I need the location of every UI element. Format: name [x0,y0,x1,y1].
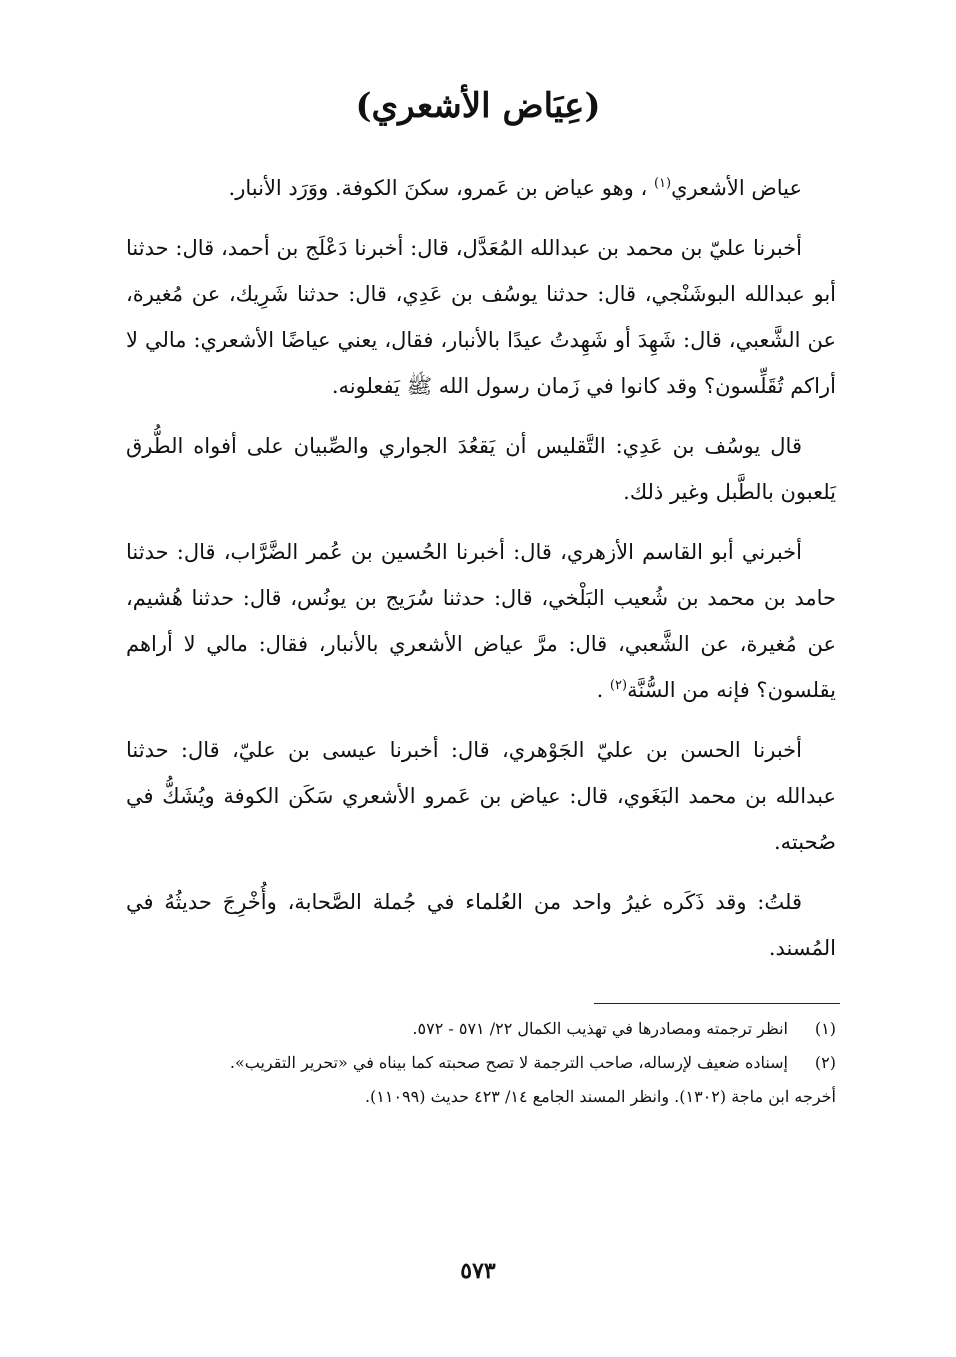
page-number: ٥٧٣ [460,1258,496,1284]
paragraph-text: أخبرنا الحسن بن عليّ الجَوْهري، قال: أخبرنا عيسى بن عليّ، قال: حدثنا عبدالله بن محمد البَغَوي، قال: عياض بن عَمرو الأشعري سَكَن الكوفة ويُشَكُّ في صُحبته. [126,738,836,854]
footnote-continuation: أخرجه ابن ماجة (١٣٠٢). وانظر المسند الجامع ١٤/ ٤٢٣ حديث (١١٠٩٩). [364,1087,836,1106]
footnote-ref: (١) [653,176,672,191]
paragraph-text: أخبرنا عليّ بن محمد بن عبدالله المُعَدَّل، قال: أخبرنا دَعْلَج بن أحمد، قال: حدثنا أبو عبدالله البوشَنْجي، قال: حدثنا يوسُف بن عَدِي، قال: حدثنا شَرِيك، عن مُغيرة، عن الشَّعبي، قال: شَهِدَ أو شَهِدتُ عيدًا بالأنبار، فقال، يعني عياضًا الأشعري: مالي لا أراكم تُقَلِّسون؟ وقد كانوا في زَمان رسول الله ﷺ يَفعلونه. [126,236,836,398]
paragraph-text: عياض الأشعري [671,176,802,200]
footnote-divider [594,1003,840,1004]
page-title: (عِيَاض الأشعري) [355,86,601,126]
paragraph-text: أخبرني أبو القاسم الأزهري، قال: أخبرنا الحُسين بن عُمر الضَّرَّاب، قال: حدثنا حامد بن محمد بن شُعيب البَلْخي، قال: حدثنا سُرَيج بن يونُس، قال: حدثنا هُشيم، عن مُغيرة، عن الشَّعبي، قال: مرَّ عياض الأشعري بالأنبار، فقال: مالي لا أراهم يقلسون؟ فإنه من السُّنَّة [126,540,836,702]
paragraph [126,225,836,409]
paragraph [126,423,836,515]
paragraph [126,165,836,211]
paragraph-text: قال يوسُف بن عَدِي: التَّقليس أن يَقعُدَ الجواري والصِّبيان على أفواه الطُّرق يَلعبون بالطَّبل وغير ذلك. [126,434,836,504]
footnote [126,1046,836,1080]
paragraph [126,879,836,971]
main-text [126,165,836,985]
footnote-text: إسناده ضعيف لإرساله، صاحب الترجمة لا تصح صحبته كما بيناه في «تحرير التقريب». [229,1053,788,1072]
footnote-number: (١) [814,1019,836,1038]
footnote-number: (٢) [814,1053,836,1072]
footnote-text: انظر ترجمته ومصادرها في تهذيب الكمال ٢٢/ ٥٧١ - ٥٧٢. [412,1019,788,1038]
footnotes [126,1012,836,1114]
paragraph [126,529,836,713]
paragraph-text: . [596,678,610,702]
paragraph-text: ، وهو عياض بن عَمرو، سكنَ الكوفة. ووَرَد الأنبار. [228,176,654,200]
footnote-ref: (٢) [609,678,628,693]
paragraph-text: قلتُ: وقد ذَكَره غيرُ واحد من العُلماء في جُملة الصَّحابة، وأُخْرِجَ حديثُهُ في المُسند. [126,890,836,960]
paragraph [126,727,836,865]
footnote [126,1012,836,1046]
